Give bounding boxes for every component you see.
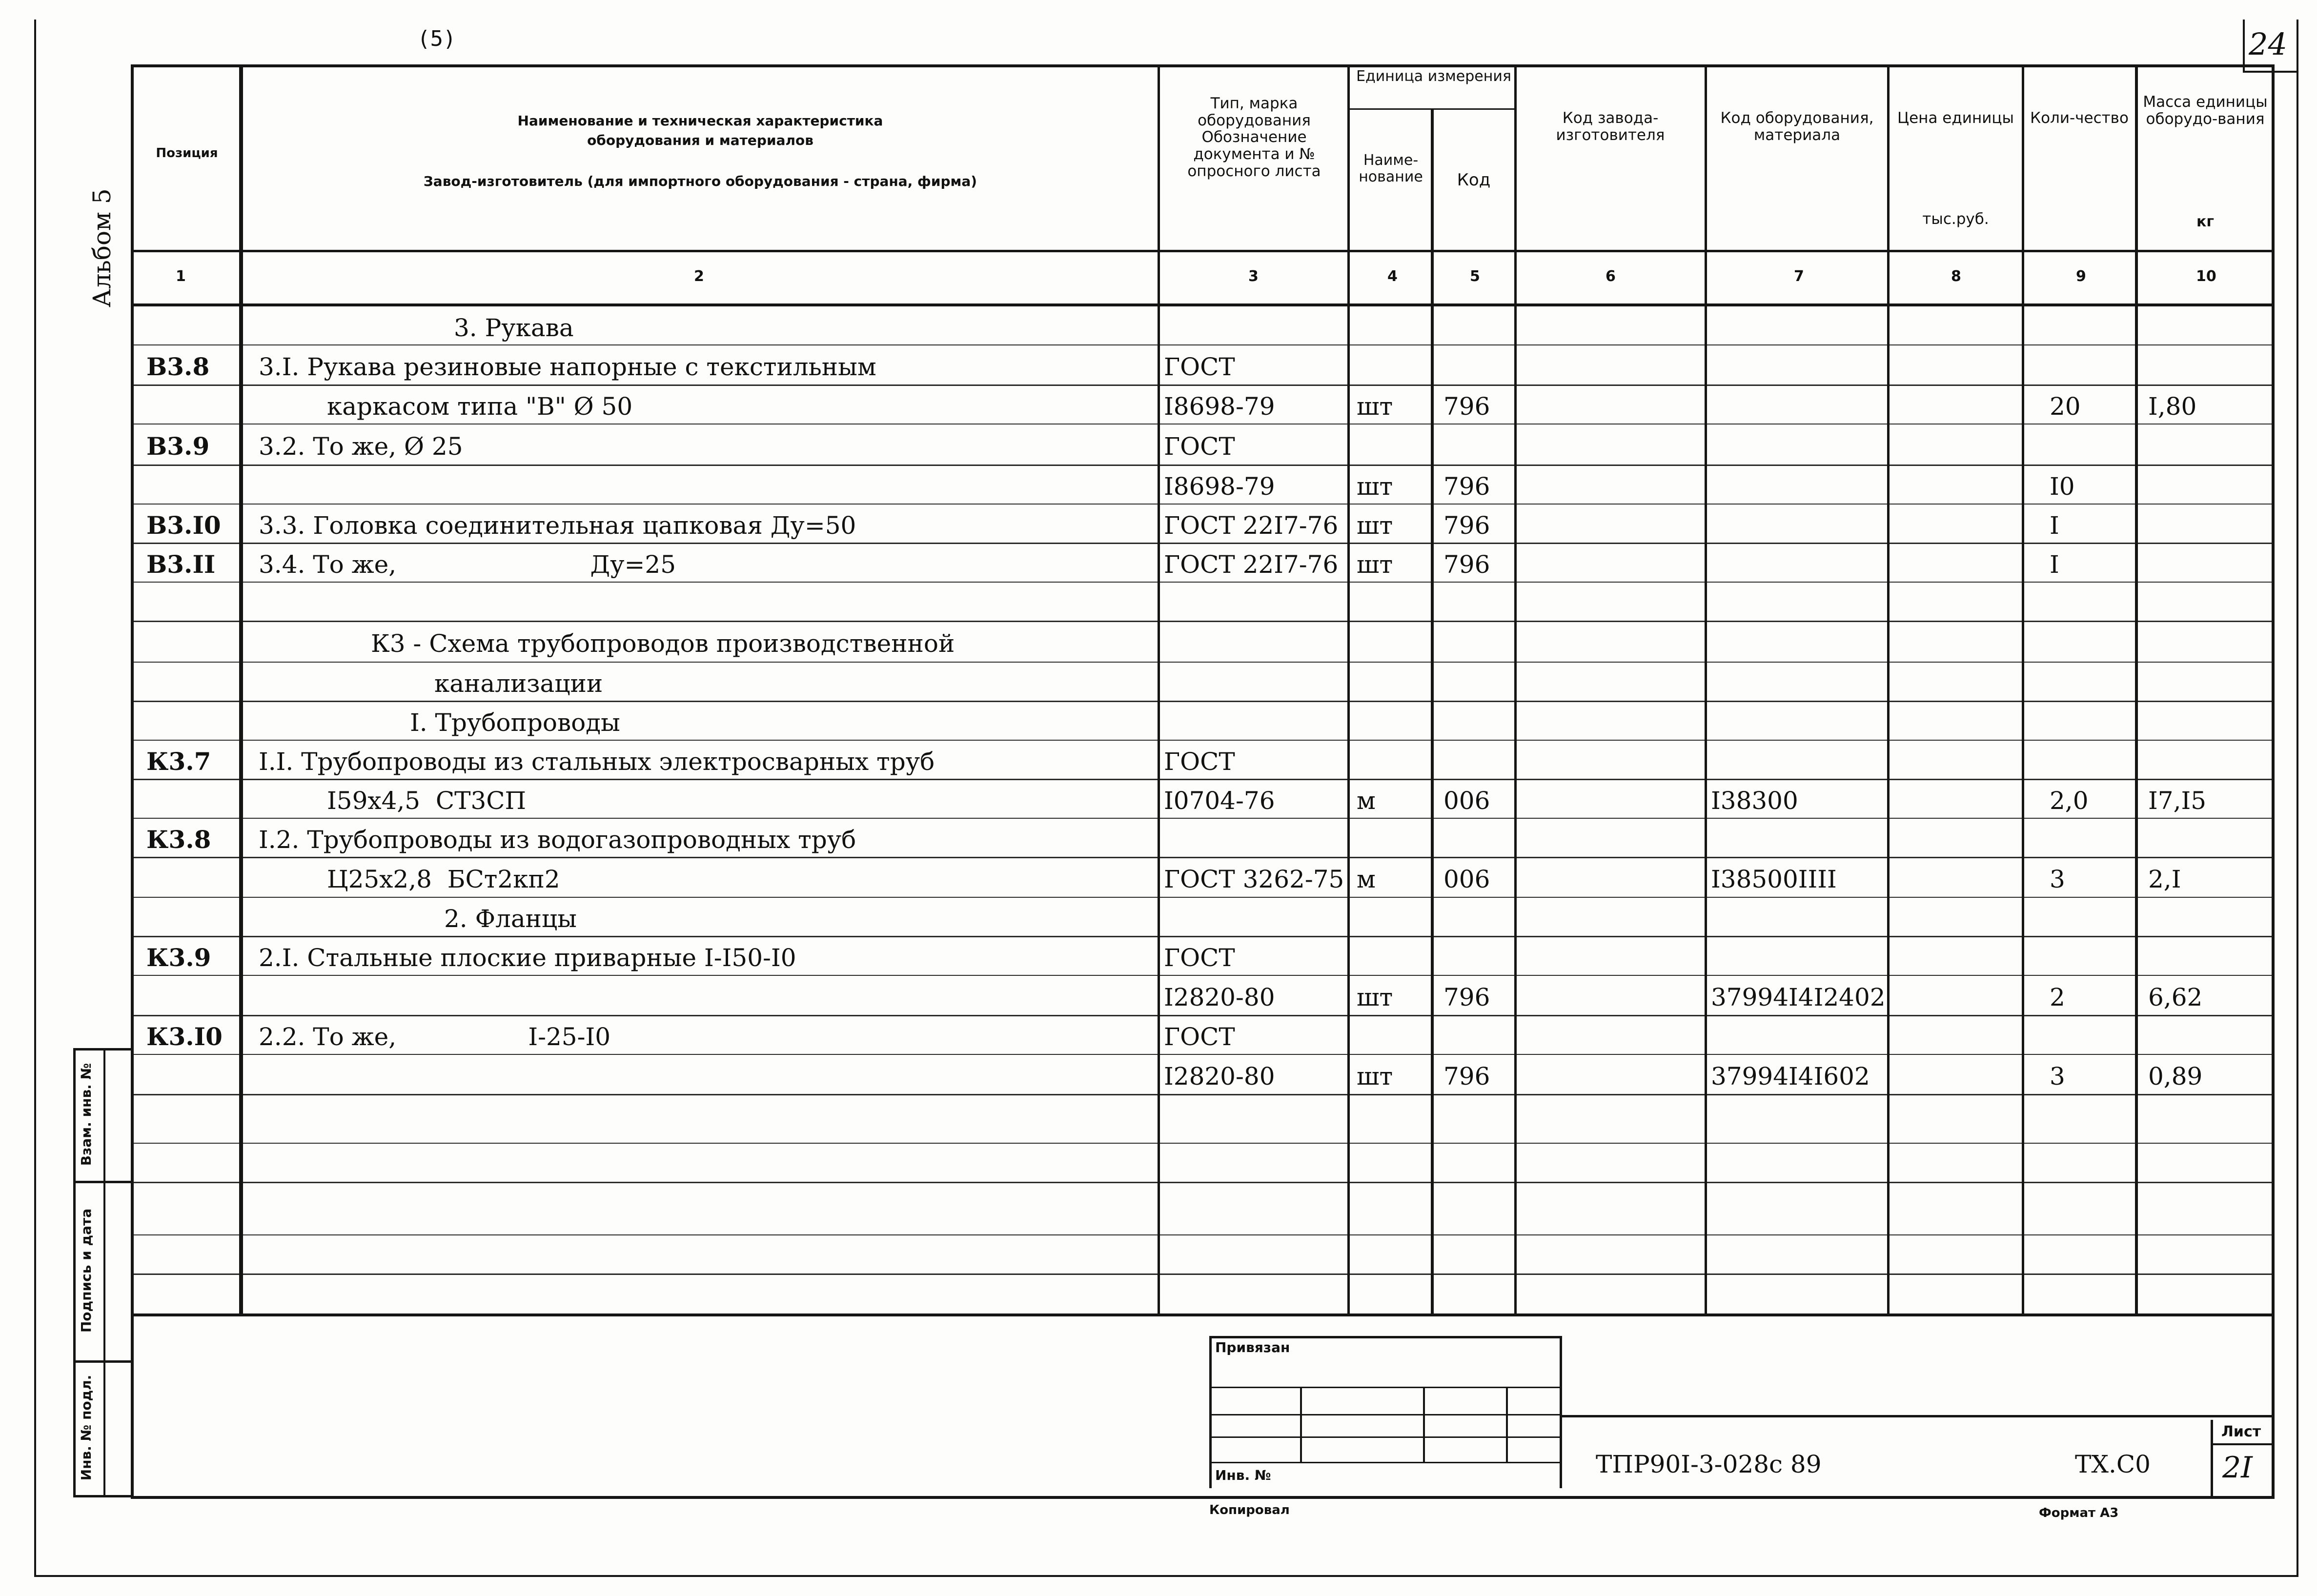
- header-col8-unit: тыс.руб.: [1922, 210, 1989, 228]
- colnum-1: 1: [176, 268, 186, 285]
- cell-qty: 3: [2050, 865, 2065, 893]
- corner-number: 24: [2249, 26, 2287, 62]
- cell-qty: 2: [2050, 983, 2065, 1011]
- privyazan-h3: [1209, 1436, 1562, 1438]
- privyazan-left: [1209, 1336, 1212, 1488]
- colnum-10: 10: [2196, 268, 2216, 285]
- colnum-8: 8: [1951, 268, 1961, 285]
- cell-pos: В3.8: [146, 352, 210, 381]
- table-row: [0, 779, 2317, 818]
- section-code: ТХ.С0: [2075, 1450, 2151, 1478]
- cell-mcode: I38500IIII: [1711, 865, 1837, 893]
- cell-name: 3.4. То же, Ду=25: [259, 550, 676, 579]
- stamp-left-border: [73, 1048, 76, 1497]
- table-row: [0, 1182, 2317, 1234]
- table-row: [0, 1015, 2317, 1054]
- cell-unit: шт: [1357, 511, 1393, 540]
- sheet-label: Лист: [2221, 1423, 2261, 1440]
- header-bottom-line: [131, 250, 2274, 252]
- cell-unit: шт: [1357, 472, 1393, 501]
- cell-pos: В3.9: [146, 432, 210, 461]
- table-row: [0, 740, 2317, 779]
- cell-name: 3.2. То же, Ø 25: [259, 432, 463, 461]
- cell-name: I.I. Трубопроводы из стальных электросварных труб: [259, 747, 935, 776]
- table-row: [0, 424, 2317, 465]
- cell-name: 3.I. Рукава резиновые напорные с текстильным: [259, 353, 876, 381]
- cell-pos: К3.7: [146, 747, 211, 776]
- table-row: [0, 818, 2317, 857]
- cell-unit: шт: [1357, 983, 1393, 1011]
- header-col7: Код оборудования, материала: [1720, 109, 1874, 144]
- cell-mass: 0,89: [2148, 1062, 2203, 1091]
- code-strip-top: [1560, 1415, 2274, 1417]
- privyazan-h1: [1209, 1387, 1562, 1388]
- colnum-7: 7: [1794, 268, 1804, 285]
- titleblock-bottom: [131, 1496, 2274, 1499]
- privyazan-label: Привязан: [1215, 1339, 1290, 1355]
- cell-name: 2.2. То же, I-25-I0: [259, 1023, 611, 1051]
- table-row: [0, 465, 2317, 504]
- cell-name: 3. Рукава: [454, 314, 574, 342]
- privyazan-h2: [1209, 1414, 1562, 1415]
- cell-code: 006: [1443, 865, 1490, 893]
- header-col1: Позиция: [156, 146, 218, 161]
- cell-code: 796: [1443, 392, 1490, 421]
- cell-code: 796: [1443, 511, 1490, 540]
- stamp-inv: Инв. № подл.: [78, 1374, 94, 1481]
- table-row: [0, 344, 2317, 384]
- table-row: [0, 543, 2317, 582]
- cell-mcode: 37994I4I602: [1711, 1062, 1870, 1091]
- cell-doc: ГОСТ 22I7-76: [1164, 550, 1339, 579]
- cell-name: Ц25x2,8 БСт2кп2: [327, 865, 560, 893]
- table-row: [0, 936, 2317, 975]
- header-col2-line3: Завод-изготовитель (для импортного оборудования - страна, фирма): [423, 173, 977, 189]
- album-label: Альбом 5: [88, 188, 116, 307]
- cell-name: I.2. Трубопроводы из водогазопроводных труб: [259, 826, 856, 854]
- table-row: [0, 1094, 2317, 1143]
- cell-code: 796: [1443, 550, 1490, 579]
- cell-name: канализации: [434, 669, 603, 698]
- cell-name: каркасом типа "В" Ø 50: [327, 392, 633, 421]
- privyazan-right: [1560, 1336, 1562, 1488]
- colnum-9: 9: [2076, 268, 2086, 285]
- table-row: [0, 1054, 2317, 1094]
- cell-doc: ГОСТ 22I7-76: [1164, 511, 1339, 540]
- table-row: [0, 1234, 2317, 1273]
- table-row: [0, 504, 2317, 543]
- header-col10-unit: кг: [2196, 213, 2215, 230]
- stamp-vzam: Взам. инв. №: [78, 1063, 94, 1166]
- inv-no-label: Инв. №: [1215, 1467, 1271, 1483]
- cell-doc: ГОСТ: [1164, 747, 1235, 776]
- stamp-divider-1: [73, 1181, 132, 1183]
- colnum-4: 4: [1387, 268, 1398, 285]
- table-row: [0, 621, 2317, 662]
- cell-qty: I0: [2050, 472, 2075, 501]
- row-divider: [134, 1273, 2273, 1275]
- cell-qty: I: [2050, 511, 2059, 540]
- cell-qty: 2,0: [2050, 787, 2089, 815]
- cell-doc: I2820-80: [1164, 1062, 1275, 1091]
- cell-doc: I0704-76: [1164, 787, 1275, 815]
- header-col2-line2: оборудования и материалов: [587, 132, 813, 148]
- privyazan-v1: [1300, 1387, 1302, 1462]
- header-col9: Коли-чество: [2030, 109, 2129, 127]
- cell-doc: ГОСТ: [1164, 353, 1235, 381]
- table-row: [0, 975, 2317, 1015]
- cell-unit: м: [1357, 865, 1376, 893]
- cell-name: К3 - Схема трубопроводов производственной: [371, 629, 955, 658]
- sheet-box-divider: [2211, 1443, 2274, 1445]
- header-col8-top: Цена единицы: [1897, 109, 2014, 127]
- table-row: [0, 857, 2317, 897]
- table-row: [0, 582, 2317, 621]
- cell-mass: I,80: [2148, 392, 2197, 421]
- table-row: [0, 384, 2317, 424]
- cell-qty: 20: [2050, 392, 2081, 421]
- cell-doc: ГОСТ: [1164, 944, 1235, 972]
- cell-name: I59x4,5 СТ3СП: [327, 787, 527, 815]
- cell-pos: В3.II: [146, 550, 216, 579]
- cell-pos: К3.I0: [146, 1022, 223, 1051]
- cell-unit: шт: [1357, 550, 1393, 579]
- cell-unit: шт: [1357, 392, 1393, 421]
- sheet-box-left: [2211, 1420, 2213, 1498]
- cell-code: 006: [1443, 787, 1490, 815]
- stamp-podpis: Подпись и дата: [78, 1208, 94, 1333]
- header-col10-top: Масса единицы оборудо-вания: [2143, 93, 2268, 128]
- cell-pos: В3.I0: [146, 511, 221, 540]
- table-top-border: [131, 64, 2274, 67]
- header-col5: Код: [1457, 170, 1491, 190]
- sheet-border-bottom: [34, 1575, 2298, 1577]
- header-col2-line1: Наименование и техническая характеристика: [517, 113, 883, 129]
- footer-kopiroval: Копировал: [1209, 1503, 1290, 1517]
- cell-mass: 6,62: [2148, 983, 2203, 1011]
- cell-name: I. Трубопроводы: [410, 708, 620, 737]
- cell-code: 796: [1443, 983, 1490, 1011]
- header-col3: Тип, марка оборудования Обозначение документа и № опросного листа: [1187, 95, 1321, 180]
- cell-mass: 2,I: [2148, 865, 2181, 893]
- privyazan-v3: [1506, 1387, 1508, 1462]
- privyazan-v2: [1423, 1387, 1425, 1462]
- cell-unit: м: [1357, 787, 1376, 815]
- cell-doc: I8698-79: [1164, 392, 1275, 421]
- cell-unit: шт: [1357, 1062, 1393, 1091]
- cell-name: 2. Фланцы: [444, 905, 577, 933]
- cell-qty: I: [2050, 550, 2059, 579]
- table-row: [0, 306, 2317, 344]
- sheet-number: 2I: [2222, 1451, 2253, 1485]
- top-marker: (5): [417, 26, 456, 51]
- cell-name: 3.3. Головка соединительная цапковая Ду=50: [259, 511, 856, 540]
- cell-doc: I8698-79: [1164, 472, 1275, 501]
- privyazan-h4: [1209, 1462, 1562, 1463]
- cell-name: 2.I. Стальные плоские приварные I-I50-I0: [259, 944, 796, 972]
- colnum-3: 3: [1248, 268, 1259, 285]
- doc-code: ТПР90I-3-028с 89: [1596, 1450, 1822, 1478]
- header-col6: Код завода-изготовителя: [1556, 109, 1665, 144]
- cell-mcode: 37994I4I2402: [1711, 983, 1886, 1011]
- footer-format: Формат А3: [2039, 1506, 2119, 1520]
- cell-doc: ГОСТ: [1164, 1023, 1235, 1051]
- cell-doc: ГОСТ: [1164, 432, 1235, 461]
- table-row: [0, 1143, 2317, 1182]
- table-row: [0, 701, 2317, 740]
- colnum-6: 6: [1606, 268, 1616, 285]
- table-row: [0, 662, 2317, 701]
- colnum-2: 2: [694, 268, 704, 285]
- stamp-inner-line: [103, 1048, 105, 1497]
- cell-code: 796: [1443, 1062, 1490, 1091]
- cell-pos: К3.9: [146, 943, 211, 972]
- cell-doc: ГОСТ 3262-75: [1164, 865, 1344, 893]
- table-bottom-line: [131, 1313, 2274, 1316]
- cell-qty: 3: [2050, 1062, 2065, 1091]
- header-unit-group: Единица измерения: [1356, 68, 1511, 85]
- cell-doc: I2820-80: [1164, 983, 1275, 1011]
- table-row: [0, 897, 2317, 936]
- colnum-5: 5: [1470, 268, 1480, 285]
- stamp-bottom-border: [73, 1495, 132, 1497]
- privyazan-top: [1209, 1336, 1562, 1338]
- cell-mass: I7,I5: [2148, 787, 2207, 815]
- cell-mcode: I38300: [1711, 787, 1798, 815]
- cell-code: 796: [1443, 472, 1490, 501]
- cell-pos: К3.8: [146, 825, 211, 854]
- header-col4: Наиме-нование: [1359, 152, 1423, 185]
